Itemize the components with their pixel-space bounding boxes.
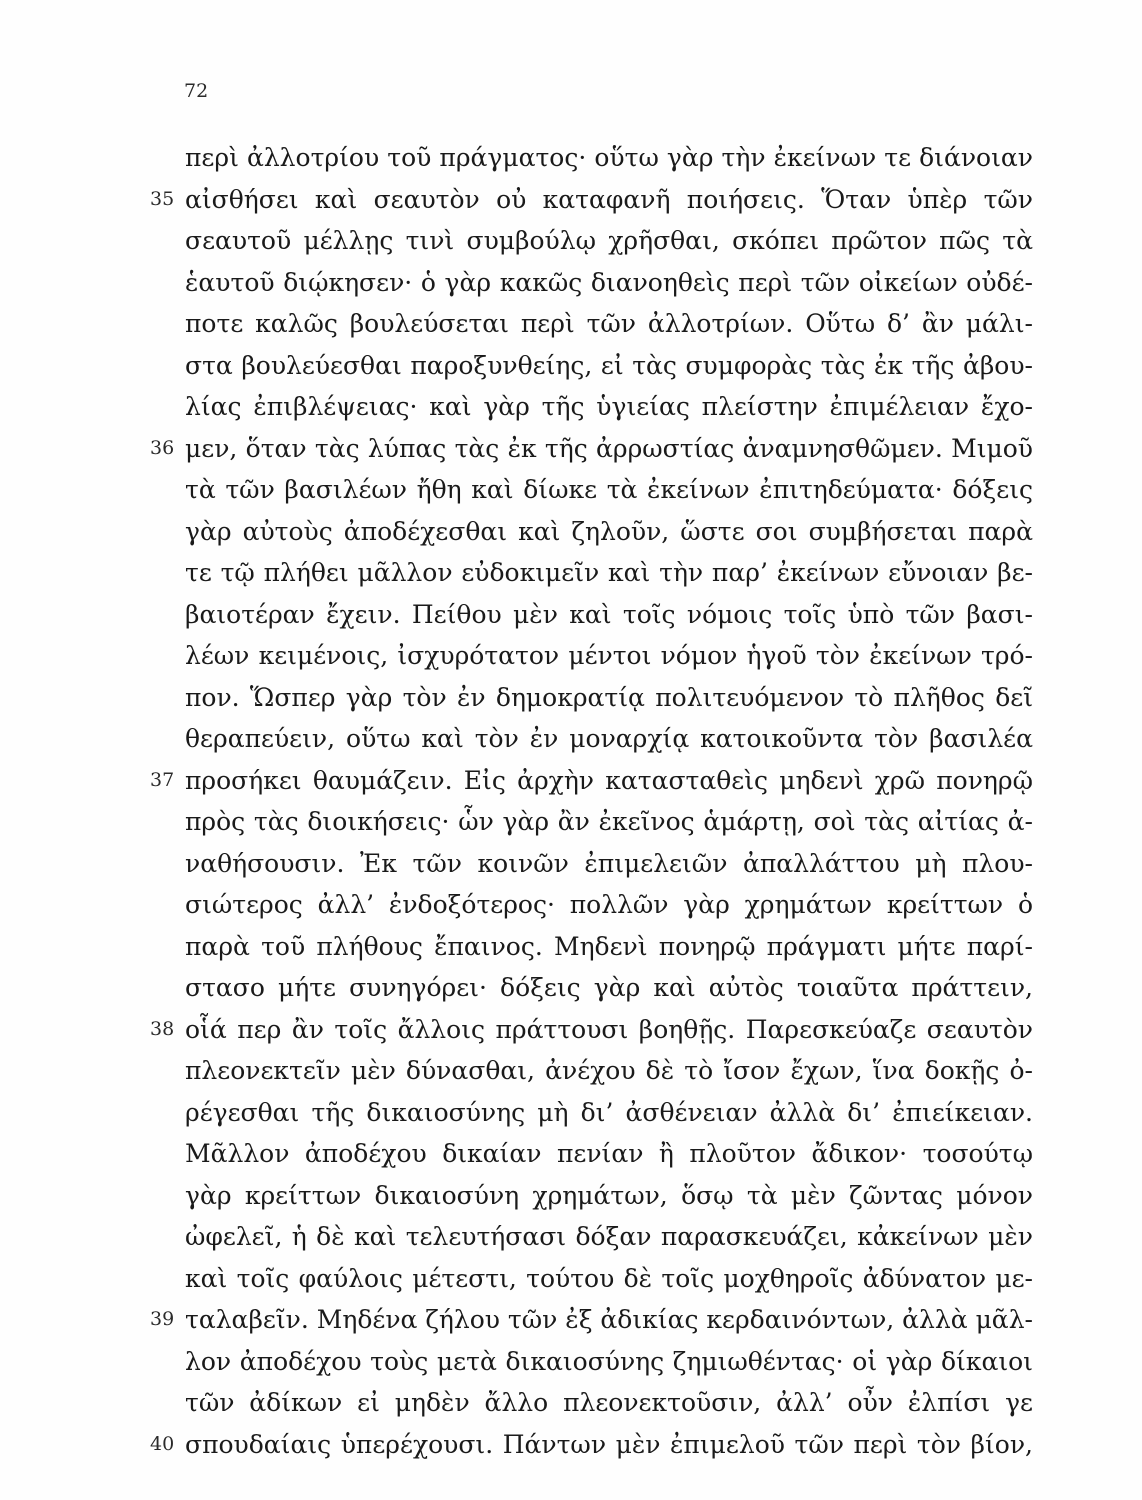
line-text: Μᾶλλον ἀποδέχου δικαίαν πενίαν ἢ πλοῦτον ἄδικον· τοσούτῳ [185, 1139, 1033, 1168]
line-text: σιώτερος ἀλλ’ ἐνδοξότερος· πολλῶν γὰρ χρημάτων κρείττων ὁ [185, 890, 1033, 919]
text-line [150, 179, 1050, 221]
line-text: λον ἀποδέχου τοὺς μετὰ δικαιοσύνης ζημιωθέντας· οἱ γὰρ δίκαιοι [185, 1346, 1033, 1376]
line-text: ὠφελεῖ, ἡ δὲ καὶ τελευτήσασι δόξαν παρασκευάζει, κἀκείνων μὲν [185, 1222, 1033, 1251]
text-line [150, 469, 1050, 511]
page-number: 72 [184, 80, 209, 102]
text-line [150, 1175, 1050, 1217]
text-line [150, 1424, 1050, 1466]
line-text: πρὸς τὰς διοικήσεις· ὧν γὰρ ἂν ἐκεῖνος ἁμάρτῃ, σοὶ τὰς αἰτίας ἀ- [185, 807, 1033, 836]
text-line [150, 303, 1050, 345]
margin-section-number: 36 [150, 436, 175, 459]
line-text: πον. Ὥσπερ γὰρ τὸν ἐν δημοκρατίᾳ πολιτευόμενον τὸ πλῆθος δεῖ [185, 682, 1033, 712]
line-text: θεραπεύειν, οὕτω καὶ τὸν ἐν μοναρχίᾳ κατοικοῦντα τὸν βασιλέα [185, 724, 1033, 753]
line-text: γὰρ κρείττων δικαιοσύνη χρημάτων, ὅσῳ τὰ μὲν ζῶντας μόνον [185, 1180, 1033, 1210]
line-text: προσήκει θαυμάζειν. Εἰς ἀρχὴν κατασταθεὶς μηδενὶ χρῶ πονηρῷ [185, 765, 1033, 795]
text-line [150, 552, 1050, 594]
text-line [150, 262, 1050, 304]
text-line [150, 801, 1050, 843]
text-line [150, 635, 1050, 677]
line-text: τὰ τῶν βασιλέων ἤθη καὶ δίωκε τὰ ἐκείνων ἐπιτηδεύματα· δόξεις [185, 475, 1033, 504]
line-text: ἑαυτοῦ διῴκησεν· ὁ γὰρ κακῶς διανοηθεὶς περὶ τῶν οἰκείων οὐδέ- [185, 267, 1033, 297]
line-text: πλεονεκτεῖν μὲν δύνασθαι, ἀνέχου δὲ τὸ ἴσον ἔχων, ἵνα δοκῇς ὀ- [185, 1056, 1033, 1085]
text-line [150, 1092, 1050, 1134]
text-line [150, 926, 1050, 968]
line-text: βαιοτέραν ἔχειν. Πείθου μὲν καὶ τοῖς νόμοις τοῖς ὑπὸ τῶν βασι- [185, 599, 1033, 629]
text-line [150, 884, 1050, 926]
line-text: ρέγεσθαι τῆς δικαιοσύνης μὴ δι’ ἀσθένειαν ἀλλὰ δι’ ἐπιείκειαν. [185, 1097, 1033, 1127]
line-text: γὰρ αὐτοὺς ἀποδέχεσθαι καὶ ζηλοῦν, ὥστε σοι συμβήσεται παρὰ [185, 516, 1033, 546]
margin-section-number: 39 [150, 1308, 175, 1330]
line-text: περὶ ἀλλοτρίου τοῦ πράγματος· οὕτω γὰρ τὴν ἐκείνων τε διάνοιαν [185, 143, 1033, 172]
margin-section-number: 40 [150, 1432, 175, 1455]
margin-section-number: 38 [150, 1017, 175, 1040]
line-text: σεαυτοῦ μέλλῃς τινὶ συμβούλῳ χρῆσθαι, σκόπει πρῶτον πῶς τὰ [185, 226, 1033, 255]
text-line [150, 428, 1050, 470]
line-text: καὶ τοῖς φαύλοις μέτεστι, τούτου δὲ τοῖς μοχθηροῖς ἀδύνατον με- [185, 1263, 1033, 1293]
text-line [150, 1382, 1050, 1424]
line-text: ποτε καλῶς βουλεύσεται περὶ τῶν ἀλλοτρίων. Οὕτω δ’ ἂν μάλι- [185, 309, 1033, 338]
margin-section-number: 37 [150, 768, 175, 791]
line-text: ναθήσουσιν. Ἐκ τῶν κοινῶν ἐπιμελειῶν ἀπαλλάττου μὴ πλου- [185, 848, 1033, 878]
text-line [150, 843, 1050, 885]
margin-section-number: 35 [150, 187, 175, 210]
text-line [150, 760, 1050, 802]
text-line [150, 1133, 1050, 1175]
line-text: αἰσθήσει καὶ σεαυτὸν οὐ καταφανῆ ποιήσεις. Ὅταν ὑπὲρ τῶν [185, 184, 1033, 214]
text-line [150, 1341, 1050, 1383]
text-line [150, 718, 1050, 760]
line-text: στα βουλεύεσθαι παροξυνθείης, εἰ τὰς συμφορὰς τὰς ἐκ τῆς ἀβου- [185, 350, 1033, 380]
line-text: οἷά περ ἂν τοῖς ἄλλοις πράττουσι βοηθῇς. Παρεσκεύαζε σεαυτὸν [185, 1014, 1033, 1044]
text-line [150, 1050, 1050, 1092]
line-text: μεν, ὅταν τὰς λύπας τὰς ἐκ τῆς ἀρρωστίας ἀναμνησθῶμεν. Μιμοῦ [185, 433, 1033, 463]
line-text: τε τῷ πλήθει μᾶλλον εὐδοκιμεῖν καὶ τὴν παρ’ ἐκείνων εὔνοιαν βε- [185, 558, 1033, 587]
text-line [150, 220, 1050, 262]
line-text: ταλαβεῖν. Μηδένα ζήλου τῶν ἐξ ἀδικίας κερδαινόντων, ἀλλὰ μᾶλ- [185, 1305, 1033, 1334]
text-line [150, 386, 1050, 428]
text-line [150, 1258, 1050, 1300]
line-text: σπουδαίαις ὑπερέχουσι. Πάντων μὲν ἐπιμελοῦ τῶν περὶ τὸν βίον, [185, 1429, 1033, 1459]
text-line [150, 967, 1050, 1009]
text-line [150, 677, 1050, 719]
line-text: λίας ἐπιβλέψειας· καὶ γὰρ τῆς ὑγιείας πλείστην ἐπιμέλειαν ἔχο- [185, 392, 1033, 421]
text-line [150, 345, 1050, 387]
text-line [150, 511, 1050, 553]
line-text: τῶν ἀδίκων εἰ μηδὲν ἄλλο πλεονεκτοῦσιν, ἀλλ’ οὖν ἐλπίσι γε [185, 1388, 1033, 1417]
text-line [150, 1299, 1050, 1341]
line-text: λέων κειμένοις, ἰσχυρότατον μέντοι νόμον ἡγοῦ τὸν ἐκείνων τρό- [185, 641, 1033, 670]
text-line [150, 1216, 1050, 1258]
text-body [150, 137, 1050, 1465]
text-line [150, 137, 1050, 179]
line-text: παρὰ τοῦ πλήθους ἔπαινος. Μηδενὶ πονηρῷ πράγματι μήτε παρί- [185, 931, 1033, 961]
line-text: στασο μήτε συνηγόρει· δόξεις γὰρ καὶ αὐτὸς τοιαῦτα πράττειν, [185, 973, 1033, 1002]
text-line [150, 1009, 1050, 1051]
text-line [150, 594, 1050, 636]
